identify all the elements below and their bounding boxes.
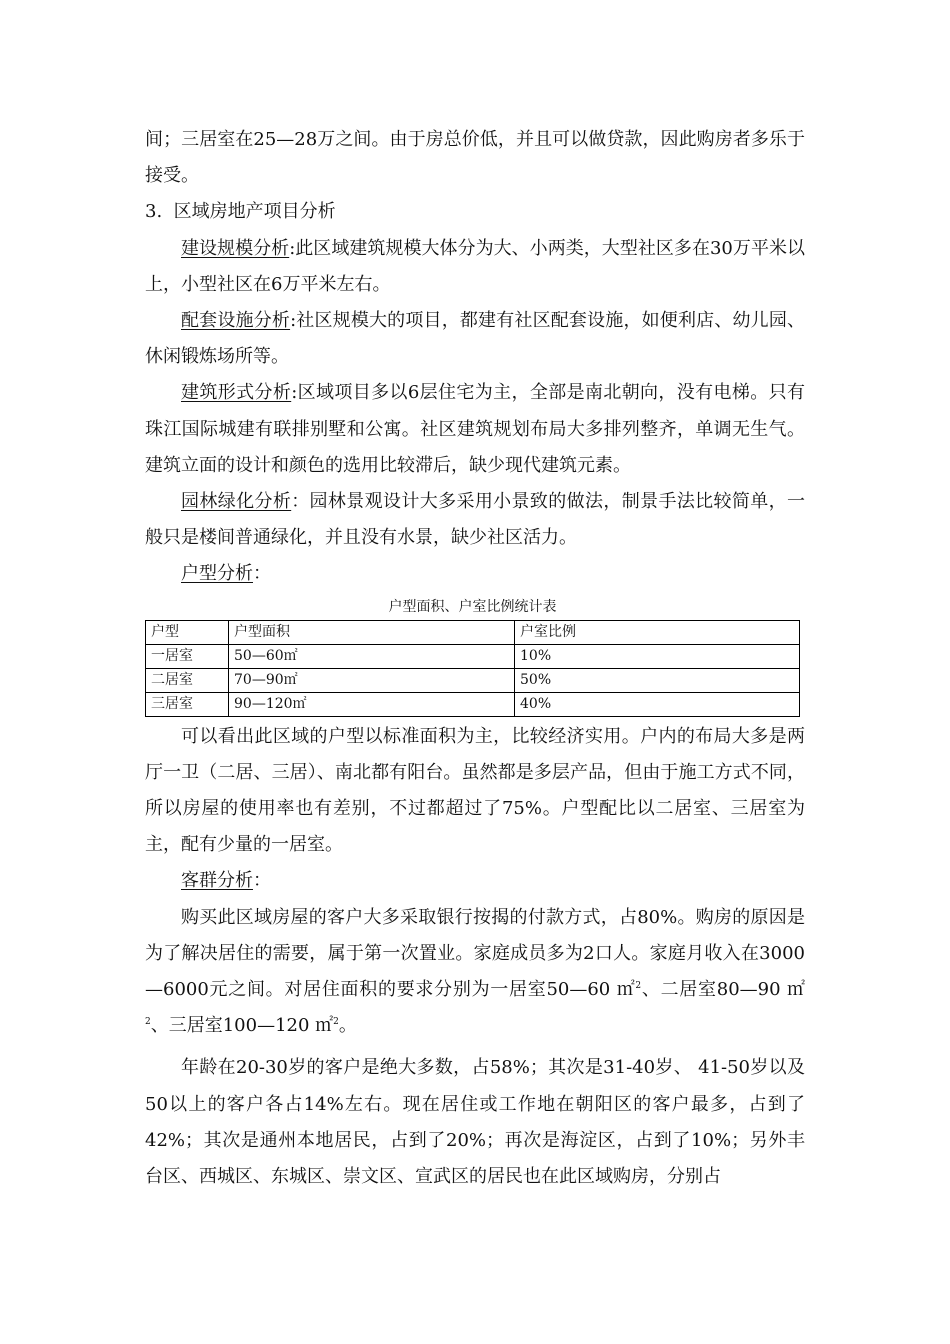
paragraph-scale: [145, 231, 805, 303]
text-scale-analysis: :此区域建筑规模大体分为大、小两类，大型社区多在30万平米以上，小型社区在6万平米左右。: [145, 237, 806, 295]
superscript: 2: [635, 981, 642, 992]
table-cell: 50—60㎡: [229, 644, 515, 668]
table-cell: 一居室: [146, 644, 229, 668]
table-cell: 10%: [515, 644, 800, 668]
table-row: [146, 644, 800, 668]
label-garden-analysis: 园林绿化分析: [181, 491, 292, 513]
table-header-cell: 户型: [146, 620, 229, 644]
table-caption: 户型面积、户室比例统计表: [388, 598, 557, 615]
paragraph-unit-heading: [145, 556, 805, 592]
paragraph-customer-payment: [145, 900, 805, 1045]
text-customer-payment-b: 、二居室80—90 ㎡: [641, 979, 805, 1001]
text-garden-analysis: ：园林景观设计大多采用小景致的做法，制景手法比较简单，一般只是楼间普通绿化，并且没有水景，缺少社区活力。: [145, 491, 806, 549]
text-customer-payment-a: 购买此区域房屋的客户大多采取银行按揭的付款方式，占80%。购房的原因是为了解决居住的需要，属于第一次置业。家庭成员多为2口人。家庭月收入在3000—6000元之间。对居住面积的要求分别为一居室50—60 ㎡: [145, 906, 805, 1001]
section-heading: 3. 区域房地产项目分析: [145, 201, 336, 223]
table-row: [146, 692, 800, 716]
document-body: [145, 122, 805, 1195]
table-cell: 40%: [515, 692, 800, 716]
text-customer-payment-c: 、三居室100—120 ㎡: [150, 1015, 334, 1037]
table-header-cell: 户型面积: [229, 620, 515, 644]
paragraph-customer-heading: [145, 863, 805, 899]
text-customer-payment-d: 。: [338, 1015, 357, 1037]
table-header-row: [146, 620, 800, 644]
table-cell: 70—90㎡: [229, 668, 515, 692]
label-scale-analysis: 建设规模分析: [181, 237, 290, 259]
superscript: 2: [333, 1017, 339, 1028]
label-unit-analysis: 户型分析: [181, 563, 253, 585]
text-building-form-analysis: :区域项目多以6层住宅为主，全部是南北朝向，没有电梯。只有珠江国际城建有联排别墅和公寓。社区建筑规划布局大多排列整齐，单调无生气。建筑立面的设计和颜色的选用比较滞后，缺少现代建筑元素。: [145, 382, 805, 476]
paragraph-garden: [145, 484, 805, 556]
paragraph-continued: 间；三居室在25—28万之间。由于房总价低，并且可以做贷款，因此购房者多乐于接受。: [145, 129, 805, 187]
table-cell: 90—120㎡: [229, 692, 515, 716]
text-facilities-analysis: :社区规模大的项目，都建有社区配套设施，如便利店、幼儿园、休闲锻炼场所等。: [145, 310, 806, 368]
label-customer-analysis: 客群分析: [181, 870, 253, 892]
table-cell: 二居室: [146, 668, 229, 692]
table-cell: 50%: [515, 668, 800, 692]
paragraph-customer-age: 年龄在20-30岁的客户是绝大多数，占58%；其次是31-40岁、 41-50岁以及50以上的客户各占14%左右。现在居住或工作地在朝阳区的客户最多，占到了42%；其次是通州本地居民，占到了20%；再次是海淀区，占到了10%；另外丰台区、西城区、东城区、崇文区、宣武区的居民也在此区域购房，分别占: [145, 1057, 805, 1188]
text-unit-analysis: ：: [253, 563, 271, 585]
table-header-cell: 户室比例: [515, 620, 800, 644]
unit-ratio-table: [145, 620, 800, 717]
label-building-form-analysis: 建筑形式分析: [181, 382, 292, 404]
label-facilities-analysis: 配套设施分析: [181, 310, 291, 332]
paragraph-building-form: [145, 375, 805, 484]
paragraph-unit-summary: 可以看出此区域的户型以标准面积为主，比较经济实用。户内的布局大多是两厅一卫（二居、三居）、南北都有阳台。虽然都是多层产品，但由于施工方式不同，所以房屋的使用率也有差别，不过都超过了75%。户型配比以二居室、三居室为主，配有少量的一居室。: [145, 725, 805, 856]
paragraph-facilities: [145, 303, 805, 375]
text-customer-analysis: ：: [253, 870, 271, 892]
table-row: [146, 668, 800, 692]
superscript: 2: [145, 1017, 151, 1028]
table-cell: 三居室: [146, 692, 229, 716]
